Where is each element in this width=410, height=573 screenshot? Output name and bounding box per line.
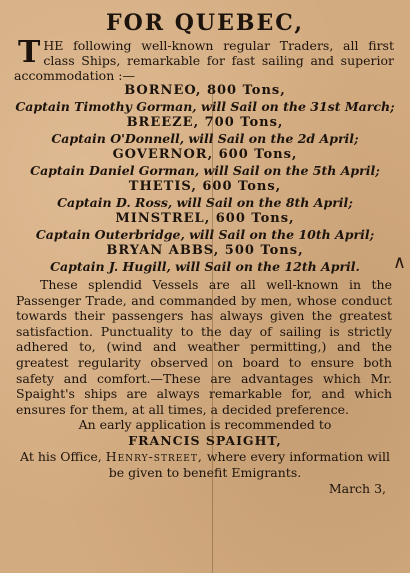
ship-captain: Captain Outerbridge, will Sail on the 10th April; bbox=[35, 227, 375, 242]
ad-title: FOR QUEBEC, bbox=[106, 10, 304, 36]
ship-captain: Captain J. Hugill, will Sail on the 12th April. bbox=[50, 259, 360, 274]
ad-date: March 3, bbox=[328, 481, 386, 497]
ship-name: BORNEO, 800 Tons, bbox=[124, 83, 286, 98]
office-suffix: where every information will be given to benefit Emigrants. bbox=[108, 449, 390, 481]
ship-captain: Captain Daniel Gorman, will Sail on the 5th April; bbox=[30, 163, 380, 178]
office-line bbox=[16, 449, 394, 481]
fold-line bbox=[212, 90, 213, 573]
body-paragraph: These splendid Vessels are all well-known in the Passenger Trade, and commanded by men, whose conduct towards their passengers has always given the greatest satisfaction. Punctuality to the day of sailing is strictly adhered to, (wind and weather permitting,) and the greatest regularity observed on board to ensure both safety and comfort.—These are advantages which Mr. Spaight's ships are always remarkable for, and which ensures for them, at all times, a decided preference. bbox=[16, 277, 392, 417]
intro-text: HE following well-known regular Traders, all first class Ships, remarkable for fast sailing and superior accommodation :— bbox=[14, 38, 394, 83]
edge-mark: ∧ bbox=[392, 252, 406, 273]
intro-paragraph bbox=[14, 35, 394, 83]
ship-captain: Captain D. Ross, will Sail on the 8th April; bbox=[57, 195, 353, 210]
ship-name: BREEZE, 700 Tons, bbox=[126, 115, 284, 130]
agent-name: FRANCIS SPAIGHT, bbox=[128, 433, 282, 449]
drop-cap: T bbox=[18, 35, 41, 70]
application-line: An early application is recommended to bbox=[78, 417, 332, 433]
ship-list bbox=[10, 83, 400, 275]
office-prefix: At his Office, bbox=[20, 449, 102, 465]
ship-name: MINSTREL, 600 Tons, bbox=[115, 211, 295, 226]
ship-name: THETIS, 600 Tons, bbox=[128, 179, 282, 194]
ship-name: GOVERNOR, 600 Tons, bbox=[112, 147, 298, 162]
office-street: Henry-street, bbox=[105, 449, 203, 465]
ship-captain: Captain Timothy Gorman, will Sail on the 31st March; bbox=[15, 99, 395, 114]
ship-captain: Captain O'Donnell, will Sail on the 2d April; bbox=[51, 131, 359, 146]
ship-name: BRYAN ABBS, 500 Tons, bbox=[106, 243, 304, 258]
